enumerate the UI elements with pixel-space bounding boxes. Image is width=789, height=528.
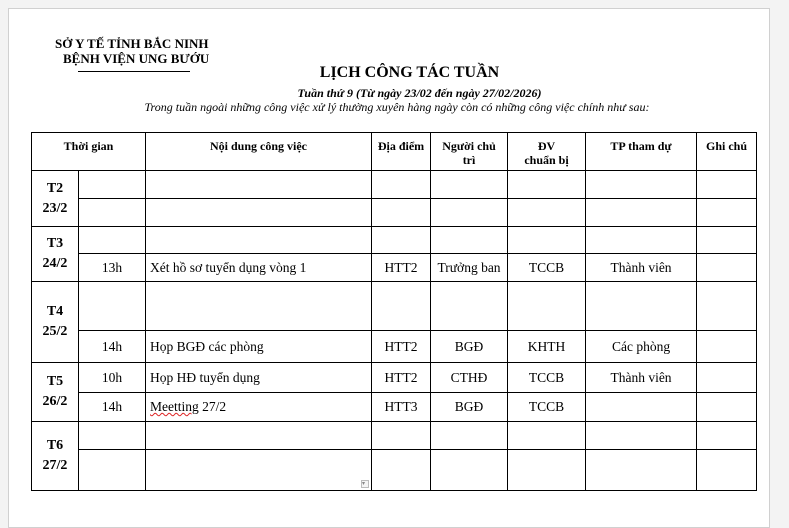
task-text: Họp BGĐ các phòng bbox=[150, 338, 264, 354]
cell-notes[interactable] bbox=[697, 171, 757, 199]
attendees-text: Thành viên bbox=[610, 259, 672, 275]
table-row bbox=[32, 282, 757, 331]
cell-location[interactable] bbox=[372, 450, 431, 491]
cell-time[interactable] bbox=[79, 393, 146, 422]
cell-task[interactable] bbox=[146, 422, 372, 450]
cell-attendees[interactable] bbox=[586, 282, 697, 331]
cell-time[interactable] bbox=[79, 282, 146, 331]
time-text: 13h bbox=[101, 259, 123, 275]
attendees-text: Thành viên bbox=[610, 369, 672, 385]
cell-location[interactable] bbox=[372, 282, 431, 331]
cell-chair[interactable] bbox=[431, 171, 508, 199]
table-row bbox=[32, 363, 757, 393]
day-date: 26/2 bbox=[42, 394, 68, 409]
col-header-chair: Người chủ trì bbox=[431, 133, 508, 171]
attendees-text: Các phòng bbox=[611, 338, 671, 354]
cell-time[interactable] bbox=[79, 331, 146, 363]
day-label: T6 bbox=[46, 438, 64, 453]
cell-chair[interactable] bbox=[431, 331, 508, 363]
cell-notes[interactable] bbox=[697, 199, 757, 227]
time-text: 14h bbox=[101, 338, 123, 354]
page-title: LỊCH CÔNG TÁC TUẦN bbox=[319, 64, 500, 81]
cell-chair[interactable] bbox=[431, 199, 508, 227]
cell-prep-unit[interactable] bbox=[508, 254, 586, 282]
time-text: 10h bbox=[101, 369, 123, 385]
cell-time[interactable] bbox=[79, 363, 146, 393]
chair-text: BGĐ bbox=[454, 399, 484, 414]
day-cell[interactable] bbox=[32, 422, 79, 491]
task-text: Xét hồ sơ tuyển dụng vòng 1 bbox=[150, 259, 307, 275]
cell-chair[interactable] bbox=[431, 393, 508, 422]
chair-text: Trưởng ban bbox=[437, 259, 501, 275]
day-cell[interactable] bbox=[32, 171, 79, 227]
time-text: 14h bbox=[101, 399, 123, 414]
cell-chair[interactable] bbox=[431, 254, 508, 282]
table-row bbox=[32, 393, 757, 422]
cell-task[interactable] bbox=[146, 393, 372, 422]
col-header-time: Thời gian bbox=[32, 133, 146, 171]
day-label: T3 bbox=[46, 236, 64, 251]
col-header-content: Nội dung công việc bbox=[146, 133, 372, 171]
table-row bbox=[32, 422, 757, 450]
cell-time[interactable] bbox=[79, 422, 146, 450]
misspelled-word: Meetting bbox=[150, 399, 199, 414]
cell-notes[interactable] bbox=[697, 363, 757, 393]
cell-time[interactable] bbox=[79, 199, 146, 227]
cell-time[interactable] bbox=[79, 227, 146, 254]
day-cell[interactable] bbox=[32, 282, 79, 363]
task-text: Họp HĐ tuyển dụng bbox=[150, 369, 260, 385]
cell-attendees[interactable] bbox=[586, 199, 697, 227]
col-header-notes: Ghi chú bbox=[697, 133, 757, 171]
day-date: 25/2 bbox=[42, 324, 68, 339]
cell-prep-unit[interactable] bbox=[508, 422, 586, 450]
cell-task[interactable] bbox=[146, 199, 372, 227]
cell-attendees[interactable] bbox=[586, 331, 697, 363]
cell-task[interactable] bbox=[146, 282, 372, 331]
org-hospital: BỆNH VIỆN UNG BƯỚU bbox=[63, 51, 210, 66]
cell-prep-unit[interactable] bbox=[508, 363, 586, 393]
organization-header bbox=[55, 36, 209, 66]
cell-prep-unit[interactable] bbox=[508, 199, 586, 227]
cell-prep-unit[interactable] bbox=[508, 450, 586, 491]
table-row bbox=[32, 254, 757, 282]
cell-task[interactable] bbox=[146, 450, 372, 491]
table-row bbox=[32, 331, 757, 363]
col-header-attendees: TP tham dự bbox=[586, 133, 697, 171]
cell-attendees[interactable] bbox=[586, 254, 697, 282]
day-label: T4 bbox=[46, 304, 64, 319]
schedule-table bbox=[31, 132, 757, 491]
cell-notes[interactable] bbox=[697, 422, 757, 450]
prep-unit-text: TCCB bbox=[528, 369, 565, 385]
cell-prep-unit[interactable] bbox=[508, 227, 586, 254]
cell-notes[interactable] bbox=[697, 393, 757, 422]
cell-notes[interactable] bbox=[697, 450, 757, 491]
cell-attendees[interactable] bbox=[586, 422, 697, 450]
chair-text: CTHĐ bbox=[450, 369, 488, 385]
dropdown-arrow-icon[interactable]: ▾ bbox=[361, 480, 369, 488]
table-row bbox=[32, 199, 757, 227]
cell-location[interactable] bbox=[372, 331, 431, 363]
day-label: T2 bbox=[46, 180, 64, 196]
cell-location[interactable] bbox=[372, 422, 431, 450]
cell-chair[interactable] bbox=[431, 227, 508, 254]
cell-chair[interactable] bbox=[431, 450, 508, 491]
org-department: SỞ Y TẾ TỈNH BẮC NINH bbox=[55, 36, 209, 51]
table-row bbox=[32, 227, 757, 254]
cell-task[interactable] bbox=[146, 171, 372, 199]
cell-attendees[interactable] bbox=[586, 450, 697, 491]
cell-notes[interactable] bbox=[697, 282, 757, 331]
day-cell[interactable] bbox=[32, 227, 79, 282]
cell-attendees[interactable] bbox=[586, 393, 697, 422]
cell-location[interactable] bbox=[372, 171, 431, 199]
day-label: T5 bbox=[46, 374, 64, 389]
cell-prep-unit[interactable] bbox=[508, 393, 586, 422]
col-header-location: Địa điểm bbox=[372, 133, 431, 171]
table-row bbox=[32, 450, 757, 491]
cell-chair[interactable] bbox=[431, 422, 508, 450]
cell-task[interactable] bbox=[146, 331, 372, 363]
cell-chair[interactable] bbox=[431, 363, 508, 393]
cell-notes[interactable] bbox=[697, 254, 757, 282]
cell-prep-unit[interactable] bbox=[508, 282, 586, 331]
intro-text: Trong tuần ngoài những công việc xử lý thường xuyên hàng ngày còn có những công việc chính như sau: bbox=[144, 100, 650, 114]
table-row bbox=[32, 171, 757, 199]
location-text: HTT2 bbox=[384, 259, 418, 275]
cell-attendees[interactable] bbox=[586, 363, 697, 393]
cell-task[interactable] bbox=[146, 363, 372, 393]
cell-prep-unit[interactable] bbox=[508, 171, 586, 199]
cell-time[interactable] bbox=[79, 450, 146, 491]
cell-notes[interactable] bbox=[697, 331, 757, 363]
cell-task[interactable] bbox=[146, 254, 372, 282]
cell-attendees[interactable] bbox=[586, 171, 697, 199]
prep-unit-text: KHTH bbox=[527, 338, 566, 354]
cell-time[interactable] bbox=[79, 171, 146, 199]
cell-location[interactable] bbox=[372, 254, 431, 282]
prep-unit-text: TCCB bbox=[528, 399, 565, 414]
cell-location[interactable] bbox=[372, 393, 431, 422]
day-cell[interactable] bbox=[32, 363, 79, 422]
day-date: 24/2 bbox=[42, 256, 68, 271]
cell-attendees[interactable] bbox=[586, 227, 697, 254]
cell-prep-unit[interactable] bbox=[508, 331, 586, 363]
chair-text: BGĐ bbox=[454, 338, 484, 354]
cell-chair[interactable] bbox=[431, 282, 508, 331]
day-date: 27/2 bbox=[42, 458, 68, 473]
location-text: HTT2 bbox=[384, 338, 418, 354]
cell-location[interactable] bbox=[372, 199, 431, 227]
task-text: Meetting 27/2 bbox=[150, 399, 227, 414]
cell-location[interactable] bbox=[372, 227, 431, 254]
location-text: HTT3 bbox=[384, 399, 418, 414]
col-header-prep-unit: ĐV chuẩn bị bbox=[508, 133, 586, 171]
cell-task[interactable] bbox=[146, 227, 372, 254]
week-subtitle: Tuần thứ 9 (Từ ngày 23/02 đến ngày 27/02/2026) bbox=[297, 86, 542, 100]
prep-unit-text: TCCB bbox=[528, 259, 565, 275]
cell-time[interactable] bbox=[79, 254, 146, 282]
cell-location[interactable] bbox=[372, 363, 431, 393]
cell-notes[interactable] bbox=[697, 227, 757, 254]
location-text: HTT2 bbox=[384, 369, 418, 385]
day-date: 23/2 bbox=[42, 200, 68, 216]
